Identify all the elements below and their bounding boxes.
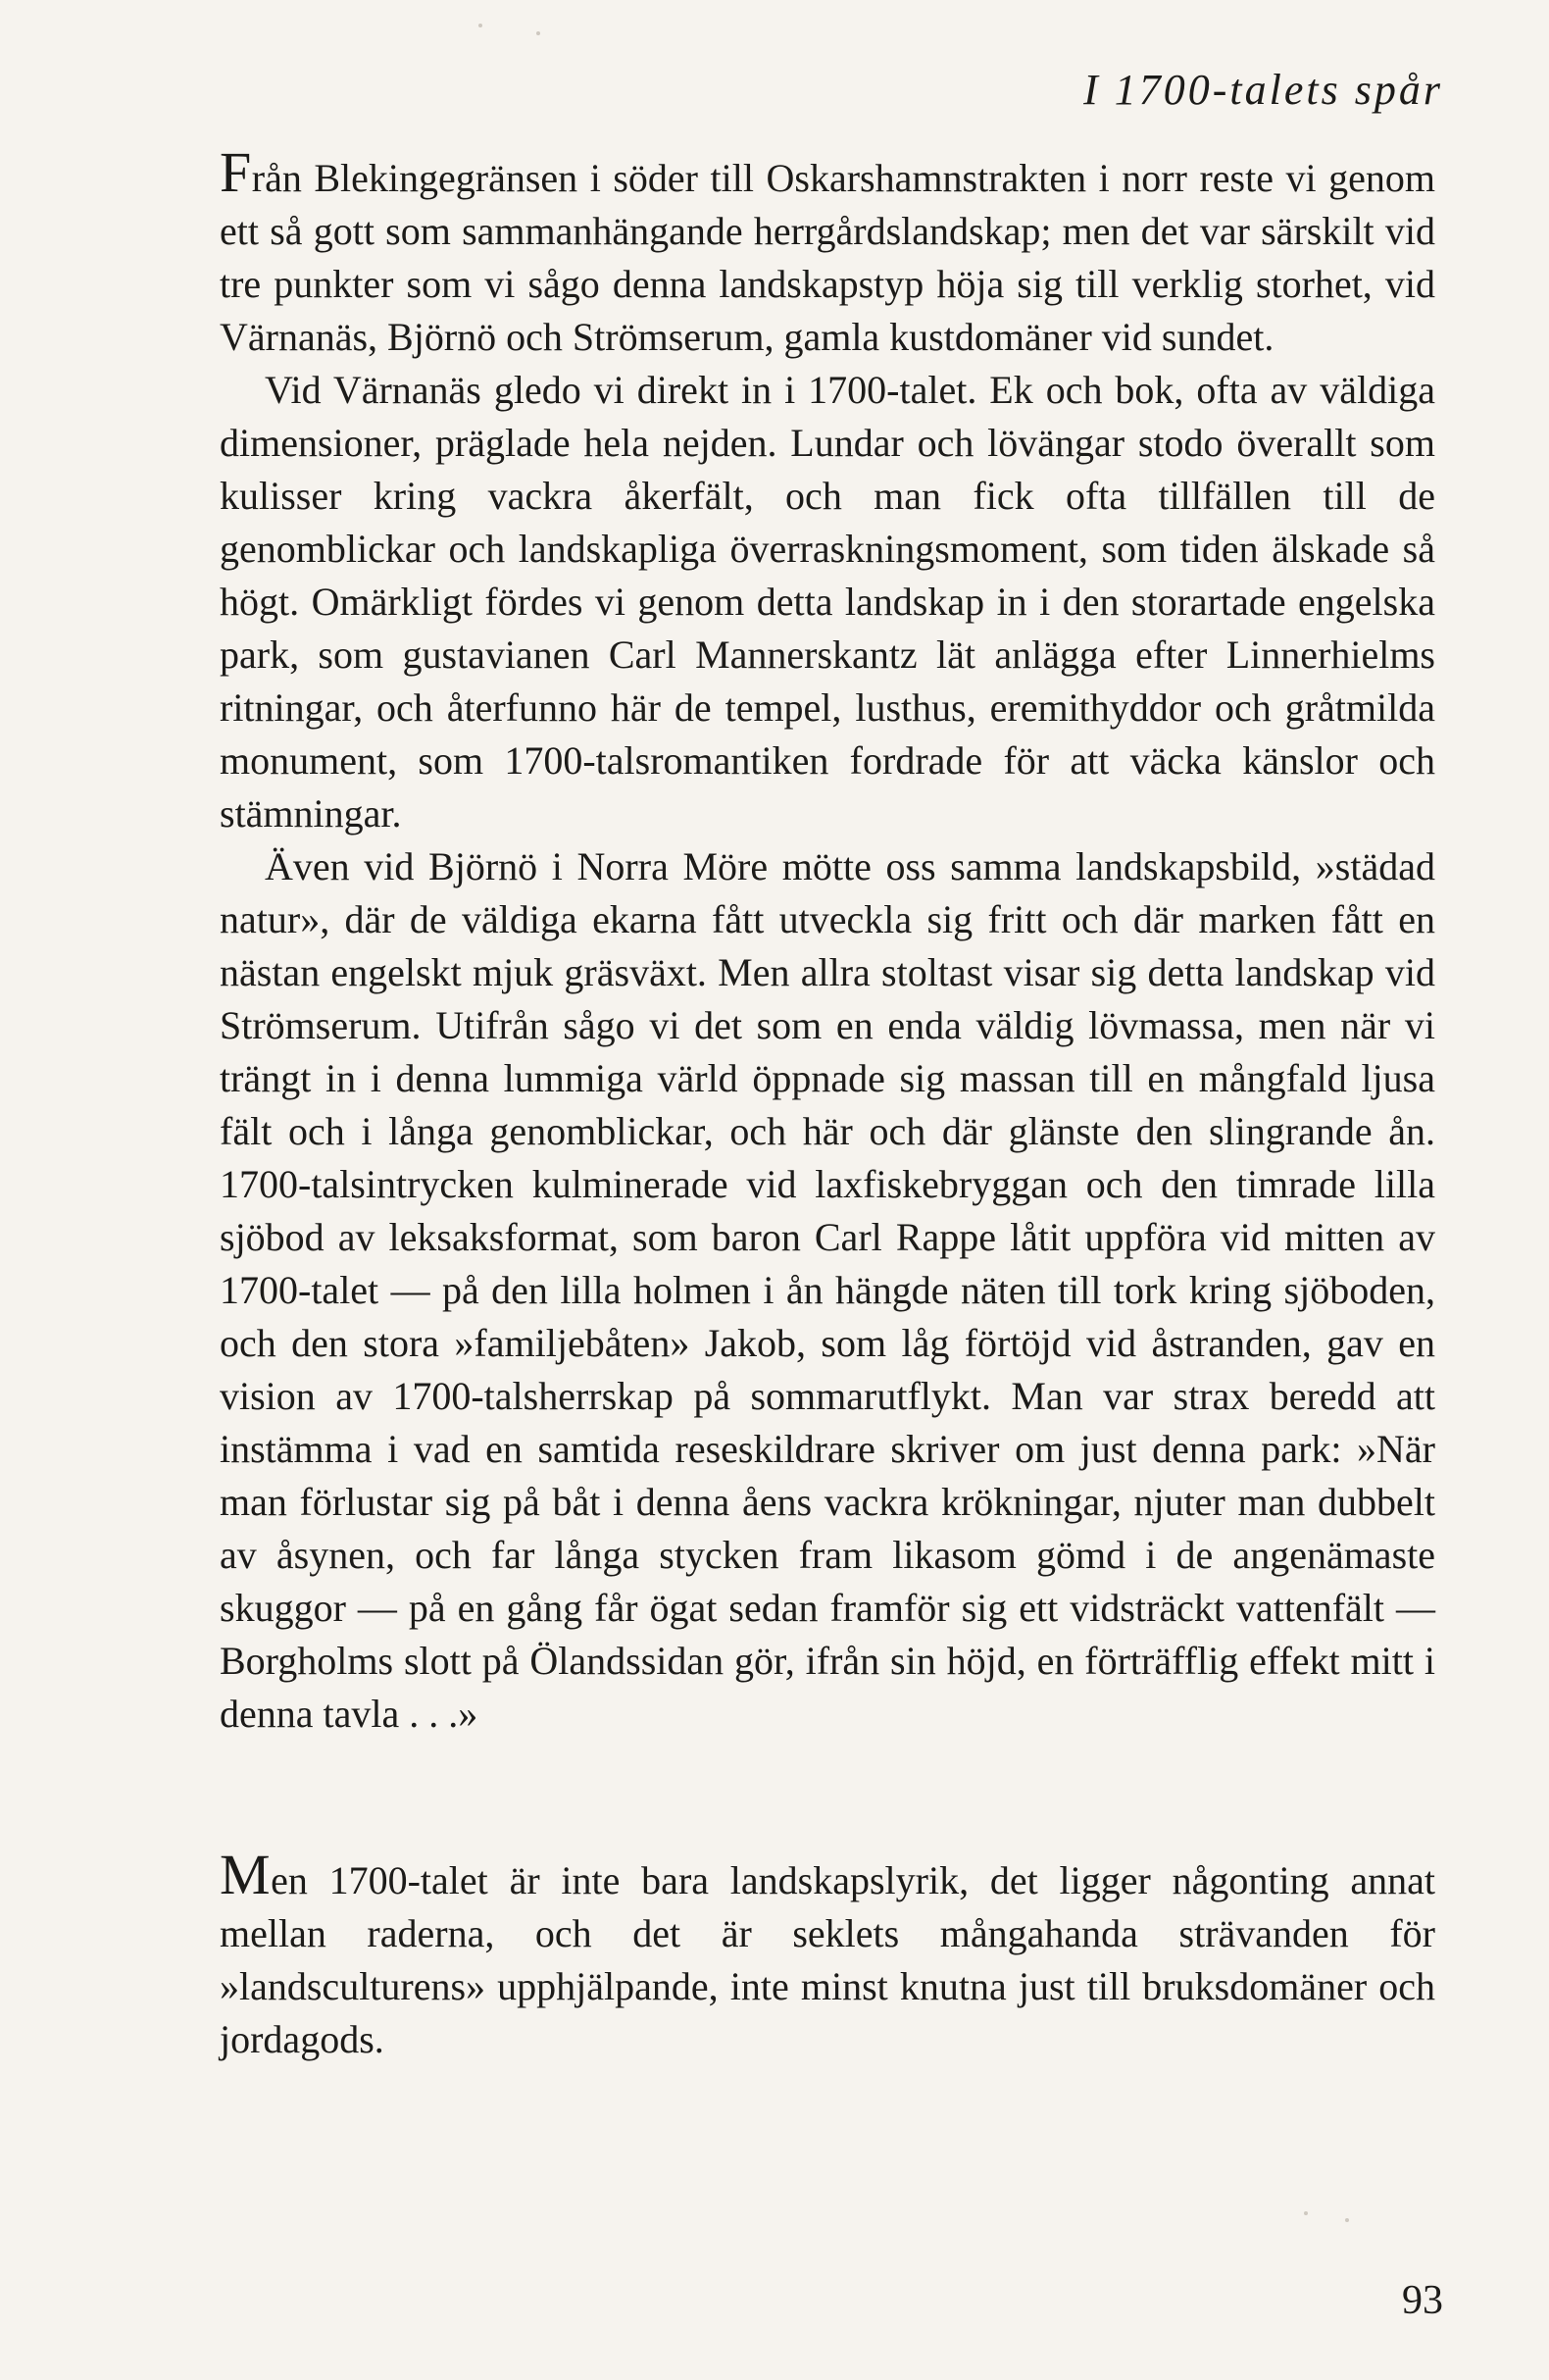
paragraph-4-initial: M [220,1843,272,1906]
paragraph-1-initial: F [220,140,252,204]
paper-speck [1345,2218,1349,2222]
section-break [220,1741,1435,1847]
running-head: I 1700-talets spår [1083,66,1443,114]
paragraph-4 [220,1843,1435,2066]
paragraph-4-text: en 1700-talet är inte bara landskapslyrik, det ligger någonting annat mellan raderna, och det är seklets mångahanda strävanden för »landsculturens» upphjälpande, inte minst knutna just till bruksdomäner och jordagods. [220,1858,1435,2061]
page-number: 93 [1402,2278,1443,2323]
paper-speck [536,31,540,35]
paragraph-1 [220,140,1435,364]
paragraph-3: Även vid Björnö i Norra Möre mötte oss samma landskapsbild, »städad natur», där de väldiga ekarna fått utveckla sig fritt och där marken fått en nästan engelskt mjuk gräsväxt. Men allra stoltast visar sig detta landskap vid Strömserum. Utifrån sågo vi det som en enda väldig lövmassa, men när vi trängt in i denna lummiga värld öppnade sig massan till en mångfald ljusa fält och i långa genomblickar, och här och där glänste den slingrande ån. 1700-talsintrycken kulminerade vid laxfiskebryggan och den timrade lilla sjöbod av leksaksformat, som baron Carl Rappe låtit uppföra vid mitten av 1700-talet — på den lilla holmen i ån hängde näten till tork kring sjöboden, och den stora »familjebåten» Jakob, som låg förtöjd vid åstranden, gav en vision av 1700-talsherrskap på sommarutflykt. Man var strax beredd att instämma i vad en samtida reseskildrare skriver om just denna park: »När man förlustar sig på båt i denna åens vackra krökningar, njuter man dubbelt av åsynen, och far långa stycken fram likasom gömd i de angenämaste skuggor — på en gång får ögat sedan framför sig ett vidsträckt vattenfält — Borgholms slott på Ölandssidan gör, ifrån sin höjd, en förträfflig effekt mitt i denna tavla . . .» [220,844,1435,1736]
paper-speck [478,24,482,27]
paragraph-2: Vid Värnanäs gledo vi direkt in i 1700-talet. Ek och bok, ofta av väldiga dimensioner, präglade hela nejden. Lundar och lövängar stodo överallt som kulisser kring vackra åkerfält, och man fick ofta tillfällen till de genomblickar och landskapliga överraskningsmoment, som tiden älskade så högt. Omärkligt fördes vi genom detta landskap in i den storartade engelska park, som gustavianen Carl Mannerskantz lät anlägga efter Linnerhielms ritningar, och återfunno här de tempel, lusthus, eremithyddor och gråtmilda monument, som 1700-talsromantiken fordrade för att väcka känslor och stämningar. [220,368,1435,836]
paragraph-1-text: rån Blekingegränsen i söder till Oskarshamnstrakten i norr reste vi genom ett så gott som sammanhängande herrgårdslandskap; men det var särskilt vid tre punkter som vi sågo denna landskapstyp höja sig till verklig storhet, vid Värnanäs, Björnö och Strömserum, gamla kustdomäner vid sundet. [220,156,1435,359]
paper-speck [1304,2211,1308,2215]
body-text [220,140,1435,2066]
